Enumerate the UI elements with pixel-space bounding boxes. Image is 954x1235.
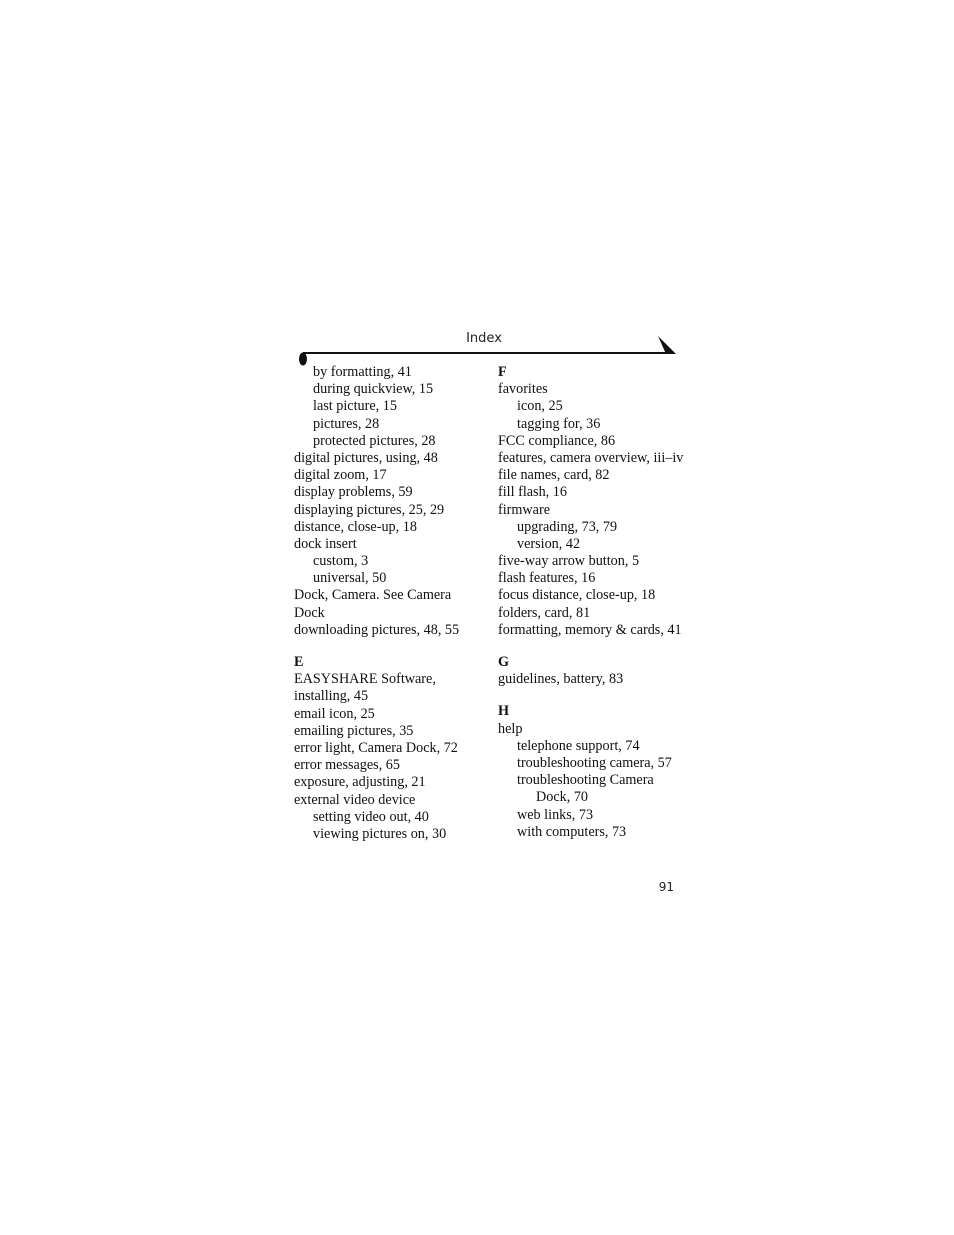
index-subentry: during quickview, 15: [313, 381, 434, 398]
index-entry: error light, Camera Dock, 72: [294, 739, 458, 756]
section-gap: [498, 639, 698, 654]
index-entry: digital zoom, 17: [294, 467, 387, 484]
index-subentry: universal, 50: [313, 570, 387, 587]
index-entry: distance, close-up, 18: [294, 518, 417, 535]
rule-right-arrow: [658, 336, 676, 354]
index-entry: guidelines, battery, 83: [498, 671, 624, 688]
index-entry: digital pictures, using, 48: [294, 449, 438, 466]
index-entry: downloading pictures, 48, 55: [294, 621, 460, 638]
index-subentry: Dock, 70: [536, 789, 589, 806]
index-entry: display problems, 59: [294, 484, 413, 501]
index-subentry: custom, 3: [313, 553, 369, 570]
index-subentry: pictures, 28: [313, 415, 380, 432]
index-subentry: troubleshooting Camera: [517, 772, 654, 789]
index-subentry: tagging for, 36: [517, 415, 601, 432]
index-column-right: [498, 364, 698, 841]
section-letter: G: [498, 654, 510, 670]
index-entry: displaying pictures, 25, 29: [294, 501, 445, 518]
index-entry: five-way arrow button, 5: [498, 553, 640, 570]
index-subentry: protected pictures, 28: [313, 432, 436, 449]
index-subentry: setting video out, 40: [313, 808, 429, 825]
index-entry: fill flash, 16: [498, 484, 567, 501]
index-entry: firmware: [498, 501, 550, 518]
index-entry: emailing pictures, 35: [294, 722, 414, 739]
index-subentry: telephone support, 74: [517, 737, 640, 754]
index-subentry: icon, 25: [517, 398, 563, 415]
index-entry: external video device: [294, 791, 416, 808]
index-entry: Dock, Camera. See Camera: [294, 587, 452, 604]
index-entry: formatting, memory & cards, 41: [498, 621, 682, 638]
index-subentry: viewing pictures on, 30: [313, 825, 447, 842]
index-entry: folders, card, 81: [498, 604, 591, 621]
index-entry: favorites: [498, 381, 548, 398]
index-subentry: version, 42: [517, 535, 581, 552]
section-letter: F: [498, 364, 507, 380]
index-entry: focus distance, close-up, 18: [498, 587, 656, 604]
header-title: Index: [466, 331, 502, 346]
section-letter: H: [498, 703, 510, 720]
section-gap: [498, 688, 698, 703]
header-rule: [296, 334, 678, 368]
index-entry: exposure, adjusting, 21: [294, 774, 426, 791]
index-subentry: last picture, 15: [313, 398, 397, 415]
index-subentry: upgrading, 73, 79: [517, 518, 618, 535]
index-entry: FCC compliance, 86: [498, 432, 616, 449]
index-entry: error messages, 65: [294, 757, 400, 774]
index-entry: Dock: [294, 604, 325, 621]
index-entry: installing, 45: [294, 688, 369, 705]
index-entry: features, camera overview, iii–iv: [498, 449, 684, 466]
index-entry: flash features, 16: [498, 570, 596, 587]
section-letter: E: [294, 654, 304, 670]
index-entry: EASYSHARE Software,: [294, 671, 436, 688]
section-gap: [294, 639, 484, 654]
index-entry: dock insert: [294, 535, 357, 552]
index-subentry: troubleshooting camera, 57: [517, 754, 672, 771]
page-number: 91: [658, 880, 674, 894]
index-subentry: with computers, 73: [517, 823, 627, 840]
index-entry: email icon, 25: [294, 705, 375, 722]
index-entry: file names, card, 82: [498, 467, 610, 484]
index-subentry: by formatting, 41: [313, 364, 412, 380]
index-subentry: web links, 73: [517, 806, 594, 823]
index-column-left: [294, 364, 484, 843]
index-entry: help: [498, 720, 523, 737]
